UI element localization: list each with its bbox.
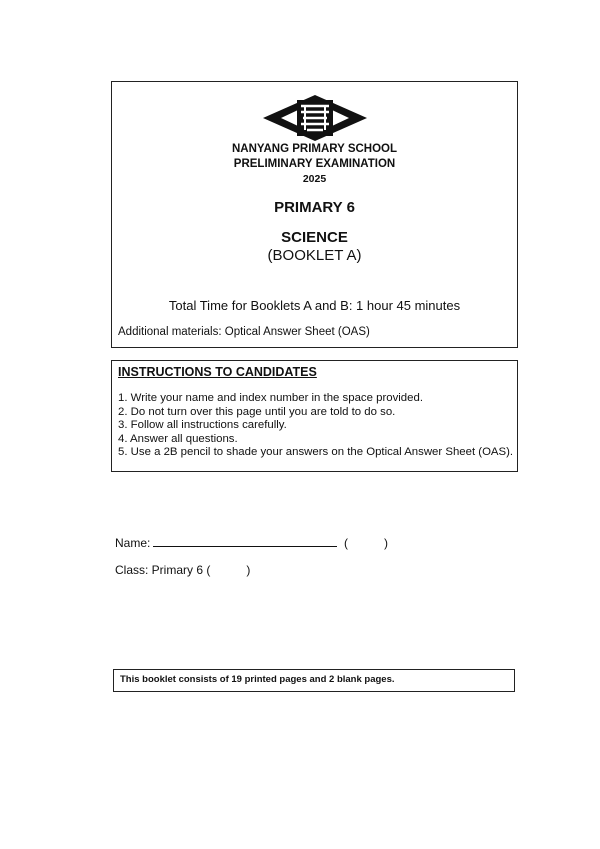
- school-name: NANYANG PRIMARY SCHOOL: [231, 143, 398, 155]
- instruction-item: 5. Use a 2B pencil to shade your answers on the Optical Answer Sheet (OAS).: [118, 446, 514, 459]
- exam-year: 2025: [302, 173, 327, 185]
- name-label: Name:: [115, 536, 151, 550]
- instructions-list: [118, 392, 513, 460]
- booklet-label: (BOOKLET A): [267, 247, 362, 264]
- instruction-item: 2. Do not turn over this page until you are told to do so.: [118, 405, 396, 418]
- class-label: Class: Primary 6 (: [115, 563, 211, 577]
- name-field-row: [115, 536, 388, 550]
- index-paren-open: (: [344, 536, 349, 550]
- instructions-title: INSTRUCTIONS TO CANDIDATES: [118, 365, 317, 379]
- class-paren-close: ): [246, 563, 251, 577]
- page-count-note: This booklet consists of 19 printed pages and 2 blank pages.: [120, 674, 395, 685]
- class-field-row: [115, 563, 250, 577]
- instruction-item: 1. Write your name and index number in the space provided.: [118, 392, 423, 404]
- index-paren-close: ): [384, 536, 389, 550]
- subject-title: SCIENCE: [281, 229, 348, 246]
- cover-box: [111, 81, 518, 348]
- school-crest-icon: [263, 94, 367, 142]
- instruction-item: 3. Follow all instructions carefully.: [118, 419, 287, 432]
- name-input-line[interactable]: [153, 536, 337, 547]
- page-count-box: [113, 669, 515, 692]
- additional-materials: Additional materials: Optical Answer Sheet (OAS): [118, 326, 370, 338]
- instructions-box: [111, 360, 518, 472]
- total-time: Total Time for Booklets A and B: 1 hour 45 minutes: [168, 298, 461, 313]
- exam-title: PRELIMINARY EXAMINATION: [233, 158, 396, 170]
- instruction-item: 4. Answer all questions.: [118, 432, 238, 445]
- level-title: PRIMARY 6: [274, 199, 355, 216]
